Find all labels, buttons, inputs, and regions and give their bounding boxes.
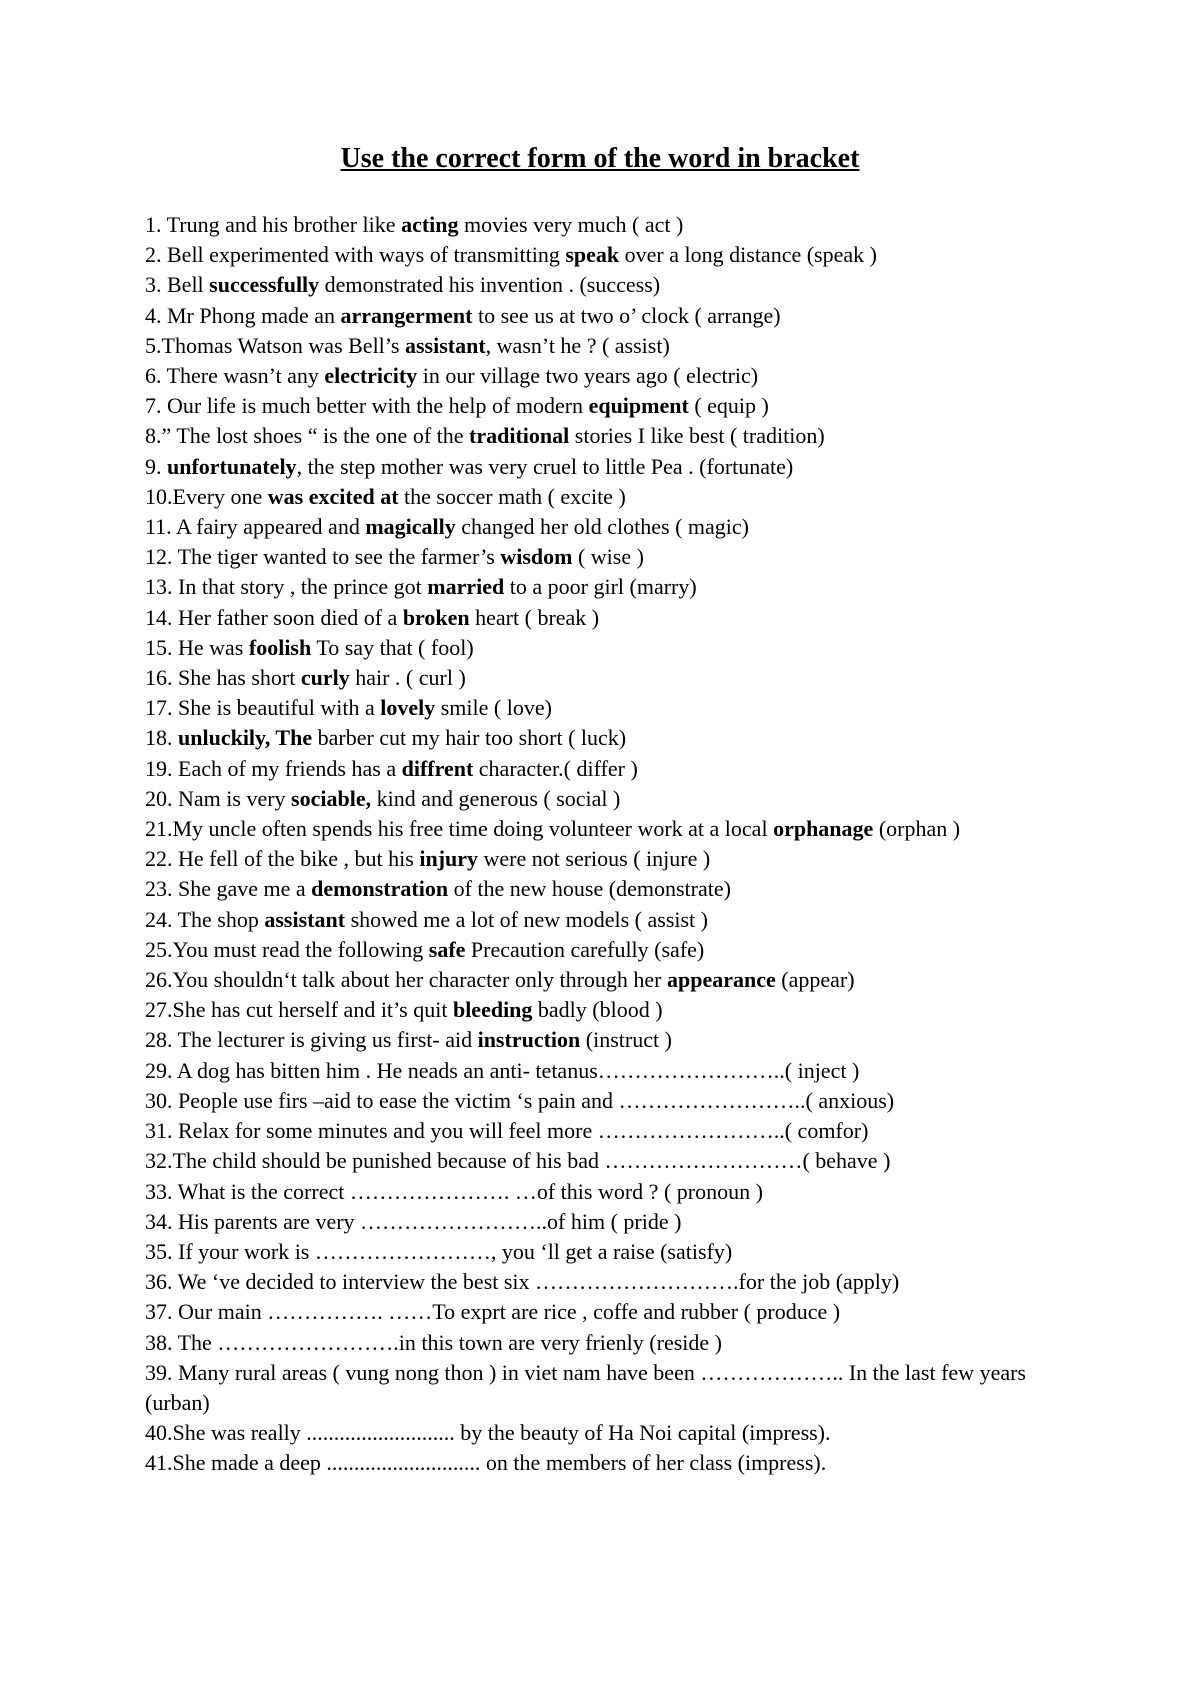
sentence-text: 15. He was bbox=[145, 634, 249, 660]
sentence-text: 22. He fell of the bike , but his bbox=[145, 846, 420, 872]
exercise-item bbox=[145, 784, 1075, 814]
sentence-text: 14. Her father soon died of a bbox=[145, 604, 403, 630]
sentence-text: 38. The …………………….in this town are very frienly (reside ) bbox=[145, 1329, 722, 1355]
exercise-item bbox=[145, 723, 1075, 753]
exercise-item bbox=[145, 240, 1075, 270]
exercise-item bbox=[145, 452, 1075, 482]
answer-word: bleeding bbox=[452, 997, 533, 1023]
sentence-text: stories I like best ( tradition) bbox=[569, 423, 825, 449]
exercise-item bbox=[145, 1418, 1075, 1448]
exercise-item bbox=[145, 1358, 1075, 1418]
exercise-item bbox=[145, 965, 1075, 995]
sentence-text: movies very much ( act ) bbox=[458, 212, 684, 237]
answer-word: successfully bbox=[209, 272, 320, 298]
answer-word: broken bbox=[402, 604, 470, 630]
exercise-item bbox=[145, 391, 1075, 421]
sentence-text: (appear) bbox=[775, 967, 855, 993]
sentence-text: badly (blood ) bbox=[532, 997, 663, 1023]
sentence-text: 19. Each of my friends has a bbox=[145, 755, 402, 781]
answer-word: instruction bbox=[477, 1027, 581, 1053]
answer-word: injury bbox=[419, 846, 479, 872]
sentence-text: 1. Trung and his brother like bbox=[145, 212, 402, 237]
exercise-item bbox=[145, 1056, 1075, 1086]
exercise-list bbox=[145, 210, 1075, 1479]
exercise-item bbox=[145, 210, 1075, 240]
sentence-text: 26.You shouldn‘t talk about her character only through her bbox=[145, 967, 667, 993]
answer-word: was excited at bbox=[267, 483, 399, 509]
sentence-text: 6. There wasn’t any bbox=[145, 363, 325, 389]
sentence-text: 32.The child should be punished because of his bad ………………………( behave ) bbox=[145, 1148, 891, 1174]
sentence-text: to a poor girl (marry) bbox=[504, 574, 697, 600]
sentence-text: 5.Thomas Watson was Bell’s bbox=[145, 332, 405, 358]
answer-word: traditional bbox=[469, 423, 570, 449]
sentence-text: 18. bbox=[145, 725, 178, 751]
exercise-item bbox=[145, 1297, 1075, 1327]
sentence-text: changed her old clothes ( magic) bbox=[455, 514, 749, 540]
exercise-item bbox=[145, 542, 1075, 572]
exercise-item bbox=[145, 1237, 1075, 1267]
sentence-text: (instruct ) bbox=[580, 1027, 672, 1053]
answer-word: appearance bbox=[666, 967, 776, 993]
sentence-text: 39. Many rural areas ( vung nong thon ) in viet nam have been ……………….. In the last few years (urban) bbox=[145, 1359, 1026, 1415]
sentence-text: 2. Bell experimented with ways of transmitting bbox=[145, 242, 566, 268]
sentence-text: 4. Mr Phong made an bbox=[145, 302, 341, 328]
exercise-item bbox=[145, 1207, 1075, 1237]
answer-word: assistant bbox=[264, 906, 346, 932]
answer-word: married bbox=[427, 574, 505, 600]
exercise-item bbox=[145, 633, 1075, 663]
exercise-item bbox=[145, 663, 1075, 693]
exercise-item bbox=[145, 603, 1075, 633]
exercise-item bbox=[145, 1116, 1075, 1146]
exercise-item bbox=[145, 421, 1075, 451]
sentence-text: 36. We ‘ve decided to interview the best six ……………………….for the job (apply) bbox=[145, 1269, 900, 1295]
sentence-text: 11. A fairy appeared and bbox=[145, 514, 366, 540]
sentence-text: 13. In that story , the prince got bbox=[145, 574, 428, 600]
answer-word: curly bbox=[300, 665, 350, 691]
sentence-text: in our village two years ago ( electric) bbox=[417, 363, 759, 389]
exercise-item bbox=[145, 1328, 1075, 1358]
sentence-text: character.( differ ) bbox=[473, 755, 638, 781]
answer-word: lovely bbox=[380, 695, 436, 721]
exercise-item bbox=[145, 905, 1075, 935]
sentence-text: , the step mother was very cruel to little Pea . (fortunate) bbox=[296, 453, 794, 479]
sentence-text: heart ( break ) bbox=[469, 604, 600, 630]
sentence-text: 34. His parents are very ……………………..of him ( pride ) bbox=[145, 1208, 682, 1234]
sentence-text: Precaution carefully (safe) bbox=[465, 936, 705, 962]
exercise-item bbox=[145, 572, 1075, 602]
sentence-text: 35. If your work is ……………………, you ‘ll get a raise (satisfy) bbox=[145, 1238, 733, 1264]
sentence-text: of the new house (demonstrate) bbox=[448, 876, 731, 902]
exercise-item bbox=[145, 935, 1075, 965]
answer-word: magically bbox=[365, 514, 456, 540]
exercise-item bbox=[145, 693, 1075, 723]
exercise-item bbox=[145, 482, 1075, 512]
sentence-text: 10.Every one bbox=[145, 483, 268, 509]
sentence-text: 24. The shop bbox=[145, 906, 265, 932]
exercise-item bbox=[145, 995, 1075, 1025]
sentence-text: 12. The tiger wanted to see the farmer’s bbox=[145, 544, 501, 570]
sentence-text: 37. Our main ……………. ……To exprt are rice , coffe and rubber ( produce ) bbox=[145, 1299, 841, 1325]
sentence-text: 28. The lecturer is giving us first- aid bbox=[145, 1027, 478, 1053]
exercise-item bbox=[145, 1448, 1075, 1478]
answer-word: unfortunately bbox=[167, 453, 297, 479]
sentence-text: to see us at two o’ clock ( arrange) bbox=[472, 302, 781, 328]
answer-word: wisdom bbox=[500, 544, 573, 570]
exercise-item bbox=[145, 814, 1075, 844]
sentence-text: the soccer math ( excite ) bbox=[398, 483, 626, 509]
sentence-text: 30. People use firs –aid to ease the victim ‘s pain and ……………………..( anxious) bbox=[145, 1087, 895, 1113]
answer-word: foolish bbox=[248, 634, 312, 660]
exercise-item bbox=[145, 874, 1075, 904]
sentence-text: 9. bbox=[145, 453, 167, 479]
sentence-text: kind and generous ( social ) bbox=[371, 785, 621, 811]
sentence-text: demonstrated his invention . (success) bbox=[319, 272, 661, 298]
answer-word: sociable, bbox=[291, 785, 372, 811]
sentence-text: ( wise ) bbox=[572, 544, 644, 570]
answer-word: speak bbox=[565, 242, 620, 268]
exercise-item bbox=[145, 1267, 1075, 1297]
sentence-text: showed me a lot of new models ( assist ) bbox=[345, 906, 708, 932]
sentence-text: 25.You must read the following bbox=[145, 936, 429, 962]
answer-word: assistant bbox=[404, 332, 486, 358]
answer-word: diffrent bbox=[401, 755, 474, 781]
exercise-item bbox=[145, 844, 1075, 874]
sentence-text: over a long distance (speak ) bbox=[619, 242, 877, 268]
sentence-text: smile ( love) bbox=[435, 695, 552, 721]
sentence-text: 33. What is the correct …………………. …of this word ? ( pronoun ) bbox=[145, 1178, 763, 1204]
exercise-item bbox=[145, 270, 1075, 300]
exercise-item bbox=[145, 361, 1075, 391]
answer-word: electricity bbox=[324, 363, 418, 389]
sentence-text: To say that ( fool) bbox=[311, 634, 474, 660]
exercise-item bbox=[145, 331, 1075, 361]
sentence-text: ( equip ) bbox=[688, 393, 769, 419]
sentence-text: 29. A dog has bitten him . He neads an anti- tetanus……………………..( inject ) bbox=[145, 1057, 860, 1083]
exercise-item bbox=[145, 1086, 1075, 1116]
exercise-item bbox=[145, 1177, 1075, 1207]
sentence-text: 21.My uncle often spends his free time doing volunteer work at a local bbox=[145, 816, 774, 842]
sentence-text: 17. She is beautiful with a bbox=[145, 695, 381, 721]
answer-word: equipment bbox=[588, 393, 689, 419]
sentence-text: 16. She has short bbox=[145, 665, 301, 691]
exercise-item bbox=[145, 754, 1075, 784]
exercise-item bbox=[145, 1025, 1075, 1055]
sentence-text: 31. Relax for some minutes and you will feel more ……………………..( comfor) bbox=[145, 1118, 869, 1144]
answer-word: orphanage bbox=[773, 816, 874, 842]
sentence-text: 41.She made a deep ............................ on the members of her class (impress). bbox=[145, 1450, 827, 1476]
page-title: Use the correct form of the word in bracket bbox=[340, 143, 860, 174]
answer-word: demonstration bbox=[311, 876, 449, 902]
exercise-item bbox=[145, 512, 1075, 542]
answer-word: safe bbox=[428, 936, 466, 962]
sentence-text: , wasn’t he ? ( assist) bbox=[485, 332, 670, 358]
sentence-text: hair . ( curl ) bbox=[349, 665, 466, 691]
answer-word: acting bbox=[401, 212, 459, 237]
sentence-text: 20. Nam is very bbox=[145, 785, 292, 811]
sentence-text: 40.She was really ........................... by the beauty of Ha Noi capital (impress). bbox=[145, 1420, 831, 1446]
sentence-text: 8.” The lost shoes “ is the one of the bbox=[145, 423, 470, 449]
answer-word: unluckily, The bbox=[178, 725, 313, 751]
sentence-text: 27.She has cut herself and it’s quit bbox=[145, 997, 453, 1023]
sentence-text: barber cut my hair too short ( luck) bbox=[312, 725, 627, 751]
sentence-text: 3. Bell bbox=[145, 272, 210, 298]
answer-word: arrangerment bbox=[340, 302, 473, 328]
exercise-item bbox=[145, 301, 1075, 331]
exercise-item bbox=[145, 1146, 1075, 1176]
sentence-text: 23. She gave me a bbox=[145, 876, 312, 902]
sentence-text: were not serious ( injure ) bbox=[478, 846, 711, 872]
sentence-text: 7. Our life is much better with the help of modern bbox=[145, 393, 589, 419]
sentence-text: (orphan ) bbox=[873, 816, 961, 842]
